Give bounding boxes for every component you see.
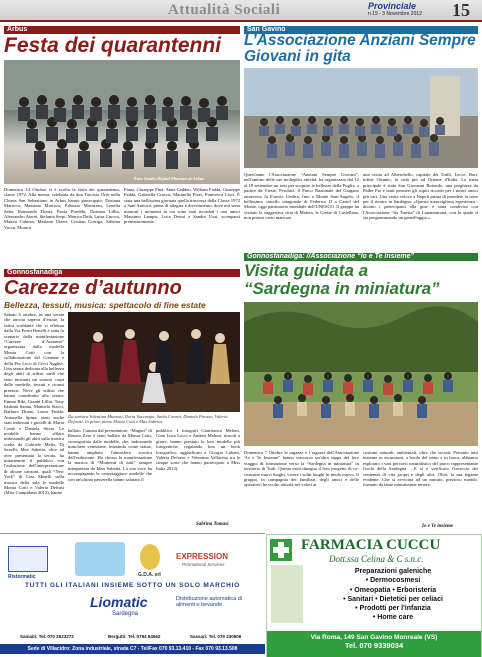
article-text-col1: Domenica 14 Ottobre si è svolta la festa dei quarantenni, classe 1972. Alla messa, celebrata da don Tarcisio Orrù nella Chiesa San Sebastiano in Arbus hanno partecipato: Doriana Marrocu, Massimo Marrocu, Fabrizio Murruzzu, Lenella Saba, Raimondo Donzi, Paola Pireddu, Doriana Lilliu, Alessandro Atzori, Stefania Serpi, Monica Deiù, Luisa Cruccu, Matteo Cabitza, Mariano Utzeri, Cristian Corriga, Sabrina Vacca, Monica [4, 187, 120, 230]
ad-tagline: TUTTI GLI ITALIANI INSIEME SOTTO UN SOLO MARCHIO [24, 582, 241, 589]
advert-liomatic [0, 533, 265, 657]
company-address: Sede di Villacidro: Zona industriale, strada C7 - Tel/Fax 070 93.13.410 - Fax 070 93.13.508 [0, 644, 265, 654]
article-text-col1: Quest'anno l'Associazione “Anziani Sempre Giovani”, nell'ambito delle sue molteplici attività, ha organizzato dal 12 al 18 settembre un tour per scoprire le bellezze della Puglia, a partire da Vieste, Peschici, il Parco Nazionale del Gargano attraverso la Foresta Umbra, fino a Monte Sant'Angelo, il bellissimo castello ottagonale di Federico II a Castel del Monte, oggi patrimonio mondiale dell'UNESCO. Il gruppo ha visitato la suggestiva città di Matera, le Grotte di Castellana, non potava certo mancare [244, 172, 359, 221]
miniature-park-photo-illustration [244, 302, 478, 446]
liomatic-logo: Liomatic [90, 594, 148, 610]
phone-2: Bergutti: Tel. 0784 94562 [108, 634, 161, 639]
page-header [0, 0, 482, 22]
page-number: 15 [452, 0, 470, 20]
article-title-line2: Giovani in gita [244, 48, 351, 65]
service-item: • Prodotti per l'infanzia [355, 605, 431, 613]
article-title: Carezze d’autunno [4, 277, 182, 299]
article-subtitle: Bellezza, tessuti, musica: spettacolo di fine estate [4, 300, 206, 310]
product-image [75, 542, 125, 576]
pharmacy-owner: Dott.ssa Celina & C s.n.c. [329, 554, 424, 564]
article-tag: Arbus [4, 26, 240, 34]
expression-subtitle: Promotional Services [182, 562, 225, 567]
gda-logo [140, 544, 160, 570]
pharmacy-address: Via Roma, 149 San Gavino Monreale (VS) [310, 634, 438, 641]
service-item: • Omeopatia • Erboristeria [349, 586, 437, 594]
ristormatic-brand: Ristormatic [8, 574, 36, 580]
service-item: Preparazioni galeniche [354, 568, 432, 575]
service-item: • Home care [372, 614, 414, 622]
article-tag: Gonnosfanadiga [4, 269, 240, 277]
signature: Sabrina Tomasi [196, 522, 229, 527]
fashion-photo [68, 312, 240, 412]
miniature-park-photo [244, 302, 478, 446]
article-tag: San Gavino [244, 26, 478, 34]
service-item: • Dermocosmesi [365, 577, 421, 585]
phone-3: Sassari: Tel. 079 230506 [190, 634, 242, 639]
trip-photo [244, 68, 478, 168]
article-title-line2: “Sardegna in miniatura” [244, 279, 440, 298]
photo-caption: Da sinistra Valentina Muntoni, Ilaria Vaccargiu, Saida Coratti, Daniela Pirosso, Valeria Defraisi. In primo piano Monia Cotti e Max Sabetta. [68, 414, 228, 425]
ristormatic-logo [8, 546, 48, 572]
section-title: Attualità Sociali [168, 2, 281, 18]
article-title-line1: L’Associazione Anziani Sempre [244, 32, 476, 49]
group-photo [4, 60, 240, 184]
photo-credit: Foto Studio Digital Photoart di Arbus [134, 176, 204, 181]
signature: Io e Te insieme [422, 524, 454, 529]
article-text-col1: Domenica 7 Ottobre le ragazze e i ragazzi dell'Associazione “Io e Te Insieme” hanno trascorso un'altra tappa del loro viaggio di formazione verso la “Sardegna in miniatura” in territorio di Tuili. Questa esita dinegua il loro progetto di co-costruire nuovi luoghi, vivere i soliti luoghi in modo nuovo. Il gruppo, in compagnia dei familiari, degli amici e delle operatrici ha svolto attività nei valori ai [244, 450, 359, 488]
pharmacy-name: FARMACIA CUCCU [301, 537, 441, 553]
advert-farmacia [266, 534, 482, 657]
article-title-line1: Visita guidata a [244, 261, 369, 280]
gda-brand: G.D.A. srl [138, 572, 161, 578]
distribution-text: Distribuzione automatica di alimenti e bevande [176, 596, 243, 608]
article-text-col2: una visita ad Alberobello, capitale dei Trulli, Lecce, Bari, infine Otranto, la città più ad Oriente d'Italia. La meta principale è stata San Giovanni Rotondo, una preghiera da Padre Pio e tanti pensieri gli ospiti ricordo per i nostri amici più cari. Una visita veloce a Napoli prima di prendere la nave per il rientro in Sardegna. «Questa meravigliosa esperienza -dicono i partecipanti alla gita- è stata condivisa con l'Associazione “Sa Turrita” di Lunamatrona, con la quale si sta programmando un gemellaggio.» [363, 172, 478, 221]
pharmacy-phone: Tel. 070 9339034 [344, 641, 404, 650]
pharmacy-cross-icon [270, 539, 292, 561]
liomatic-region: Sardegna [112, 611, 139, 617]
article-text-col3: pubblico. I fotografi Gianfranco Meloni, Gian Luca Locci e Andrea Meloni, riusciti a girare, hanno prestato le loro modelle più fotogeniche, regalando loro un book fotografico, aggiudicato a Giorgia Caboni, Valeria Defraisi e Valentina Vallacesu tra le cinque sorte che hanno partecipato a Miss Italia 2012). [156, 428, 240, 471]
service-item: • Sanitari • Dietetici per celiaci [343, 595, 443, 603]
issue-date: n.19 - 3 Novembre 2012 [368, 11, 422, 17]
group-photo-illustration [4, 60, 240, 184]
article-title: Festa dei quarantenni [4, 34, 222, 57]
trip-photo-illustration [244, 68, 478, 168]
fashion-photo-illustration [68, 312, 240, 412]
article-text-col2: ballato. Cantata dal presentatore, “Maguri” di Renato Zero è stato ballato da Monia Cotti, coreografata dalle modelle, che, indossando maschere veneziane, iniziando come statue, hanno ampliato l'atmosfera scenica dell'esibizione. Ha chiuso la manifestazione la musica di “Momenti di tutti” sempre interpretata da Max Sabetta. La sua voce ha accompagnato le veneziaggiuce modelle che con un'ultima passerella hanno salutato il [68, 428, 152, 482]
product-image [271, 565, 303, 623]
phone-1: Samaiti: Tel. 070 2923272 [20, 634, 74, 639]
expression-brand: EXPRESSION [176, 552, 229, 561]
article-text-col2: Piana, Giuseppe Pinà, Anna Caddeo, William Fadda, Giuseppe Fadda, Gabriella Cruccu, Marinella Piras, Francesca Lisci. È stata una bellissima giornata quella trascorsa dalla Classe 1972 a Sant'Antioco, piena di allegria e divertimento, dove noi sono mancati i momenti in cui sono stati ricordati i cari amici Massimo Lampis, Luca Deiosi e Sandro Usai, scomparsi prematuramente. [124, 187, 240, 225]
article-tag: Gonnosfanadiga: //Associazione “Io e Te Insieme” [244, 253, 478, 261]
article-text-col2: costumi naturali, ambientali, oltre che sociali. Pertanto tutti insieme in escursioni, a bordo del treno e in barca, abbiamo esplorato i vari percorsi naturalistici del parco rappresentante l'isola della Sardegna. ...E si è verificato l'incrocio dei contenuti di vita propri e degli altri. Oltre, la sua legame evidente. Che si avvicina ad un minuto, prezioso mondo, formato da tante minutissime terrere. [363, 450, 478, 488]
masthead: Provinciale [368, 1, 417, 11]
article-text-col1: Sabato 6 ottobre, in una serata che ancora sapeva d’estate, la fatica scaldante che si effettua dalla Via Porru Benelli è stata lo scenario della manifestazione “Carezze d’Autunno” organizzata dalla modella Monia Cotti con la collaborazione del Comune e della Pro Loco di Cicci Agghiò. Una serata dedicata alla bellezza degli abiti di stilisti sardi che sono mostrati sui sinuosi corpi delle modelle, tessuti e ricami preziosi. Nove gli stilisti che hanno contribuito alla serata: Emma Bibi, Gianni Lilliu, Tony Iriskmà Sanna, Manuela Stacci, Barbara Diana, Laura Podda, Antonella Spina; sono anche stati indossati i gioielli di Maria Conte e Daniela Sitzia. Le modelle hanno sfilato indossando gli abiti sulla musica scelta da Gabriele Melis, Dj Savelli, Max Sabetta, oltre ad aver presentato la serata, ha intrattenuto il pubblico con l'esibizione dell'interpretazione di alcune canzoni, quali “New York” di Liza Minelli sulla musica della sala le modelle Monia Cotti e Valeria Defrasi (Miss Campidano 2012), hanno [4, 312, 64, 496]
